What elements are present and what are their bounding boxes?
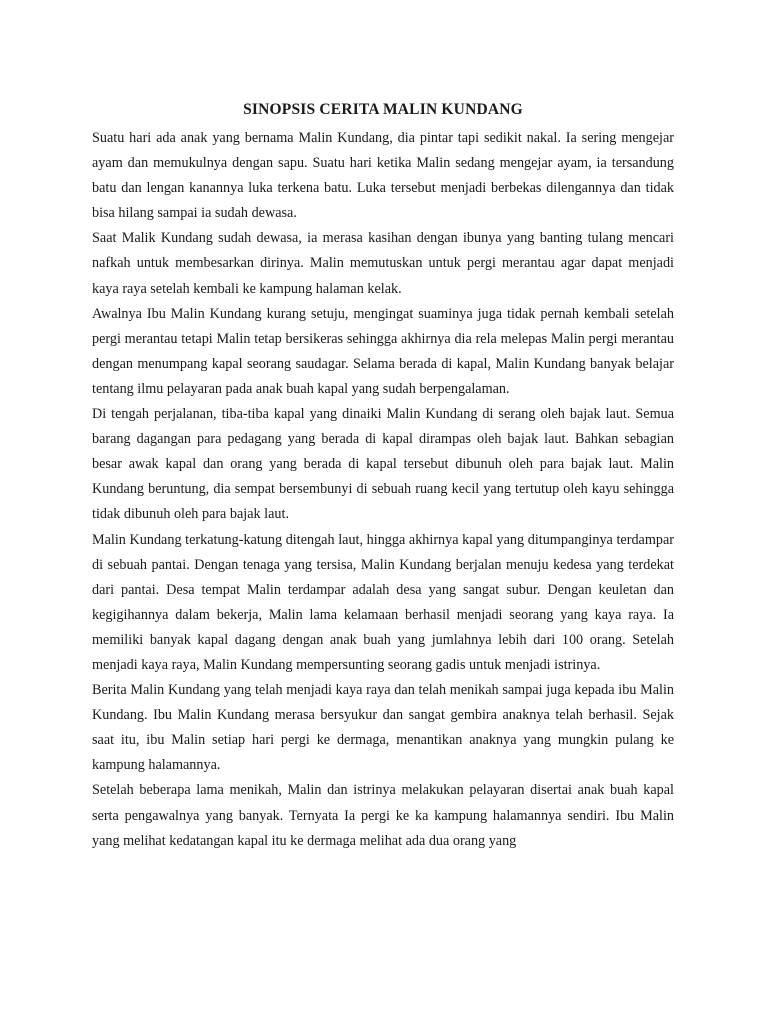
document-title: SINOPSIS CERITA MALIN KUNDANG <box>243 101 523 118</box>
paragraph-5: Malin Kundang terkatung-katung ditengah laut, hingga akhirnya kapal yang ditumpanginya terdampar di sebuah pantai. Dengan tenaga yang tersisa, Malin Kundang berjalan menuju kedesa yang terdekat dari pantai. Desa tempat Malin terdampar adalah desa yang sangat subur. Dengan keuletan dan kegigihannya dalam bekerja, Malin lama kelamaan berhasil menjadi seorang yang kaya raya. Ia memiliki banyak kapal dagang dengan anak buah yang jumlahnya lebih dari 100 orang. Setelah menjadi kaya raya, Malin Kundang mempersunting seorang gadis untuk menjadi istrinya. <box>92 531 674 673</box>
paragraph-4: Di tengah perjalanan, tiba-tiba kapal yang dinaiki Malin Kundang di serang oleh bajak laut. Semua barang dagangan para pedagang yang berada di kapal dirampas oleh bajak laut. Bahkan sebagian besar awak kapal dan orang yang berada di kapal tersebut dibunuh oleh para bajak laut. Malin Kundang beruntung, dia sempat bersembunyi di sebuah ruang kecil yang tertutup oleh kayu sehingga tidak dibunuh oleh para bajak laut. <box>92 406 674 523</box>
document-body <box>92 100 674 854</box>
paragraph-7: Setelah beberapa lama menikah, Malin dan istrinya melakukan pelayaran disertai anak buah kapal serta pengawalnya yang banyak. Ternyata Ia pergi ke ka kampung halamannya sendiri. Ibu Malin yang melihat kedatangan kapal itu ke dermaga melihat ada dua orang yang <box>92 782 674 849</box>
paragraph-2: Saat Malik Kundang sudah dewasa, ia merasa kasihan dengan ibunya yang banting tulang mencari nafkah untuk membesarkan dirinya. Malin memutuskan untuk pergi merantau agar dapat menjadi kaya raya setelah kembali ke kampung halaman kelak. <box>92 230 674 297</box>
paragraph-1: Suatu hari ada anak yang bernama Malin Kundang, dia pintar tapi sedikit nakal. Ia sering mengejar ayam dan memukulnya dengan sapu. Suatu hari ketika Malin sedang mengejar ayam, ia tersandung batu dan lengan kanannya luka terkena batu. Luka tersebut menjadi berbekas dilengannya dan tidak bisa hilang sampai ia sudah dewasa. <box>92 130 674 222</box>
paragraph-6: Berita Malin Kundang yang telah menjadi kaya raya dan telah menikah sampai juga kepada ibu Malin Kundang. Ibu Malin Kundang merasa bersyukur dan sangat gembira anaknya telah berhasil. Sejak saat itu, ibu Malin setiap hari pergi ke dermaga, menantikan anaknya yang mungkin pulang ke kampung halamannya. <box>92 682 674 774</box>
paragraph-3: Awalnya Ibu Malin Kundang kurang setuju, mengingat suaminya juga tidak pernah kembali setelah pergi merantau tetapi Malin tetap bersikeras sehingga akhirnya dia rela melepas Malin pergi merantau dengan menumpang kapal seorang saudagar. Selama berada di kapal, Malin Kundang banyak belajar tentang ilmu pelayaran pada anak buah kapal yang sudah berpengalaman. <box>92 305 674 397</box>
